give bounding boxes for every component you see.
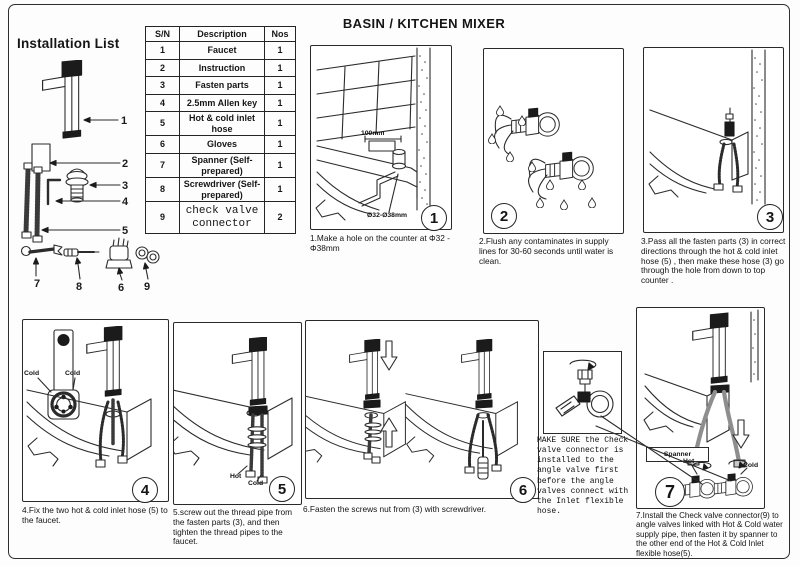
page-title: BASIN / KITCHEN MIXER — [342, 16, 506, 31]
sn-cell: 9 — [146, 202, 180, 234]
nos-cell: 1 — [265, 42, 296, 60]
step-panel-1 — [310, 45, 452, 230]
nos-cell: 1 — [265, 112, 296, 136]
desc-cell: check valve connector — [180, 202, 265, 234]
table-row — [146, 154, 296, 178]
sn-cell: 2 — [146, 60, 180, 77]
sn-cell: 1 — [146, 42, 180, 60]
step-number-badge-5: 5 — [269, 476, 295, 502]
desc-cell: Gloves — [180, 136, 265, 154]
hot-label: Hot — [230, 473, 242, 480]
step-4-illustration — [23, 320, 168, 501]
desc-cell: Instruction — [180, 60, 265, 77]
cold-label: Cold — [743, 462, 759, 469]
sn-cell: 3 — [146, 77, 180, 95]
callout-9: 9 — [143, 281, 151, 292]
sn-cell: 7 — [146, 154, 180, 178]
table-row — [146, 178, 296, 202]
step-number-badge-6: 6 — [510, 477, 536, 503]
table-row — [146, 60, 296, 77]
parts-table — [145, 26, 296, 234]
hot-label: Hot — [683, 458, 695, 465]
check-valve-illustration — [544, 352, 619, 430]
sn-cell: 5 — [146, 112, 180, 136]
step-number-badge-1: 1 — [421, 205, 447, 231]
check-valve-inset — [543, 351, 622, 434]
nos-cell: 1 — [265, 95, 296, 112]
callout-8: 8 — [75, 281, 83, 292]
table-row — [146, 112, 296, 136]
col-header-nos: Nos — [265, 27, 296, 42]
table-row — [146, 95, 296, 112]
col-header-sn: S/N — [146, 27, 180, 42]
cold-label-left: Cold — [24, 370, 40, 377]
make-sure-note: MAKE SURE the Check valve connector is installed to the angle valve first before the angle valves connect with the Inlet flexible hose. — [537, 436, 629, 517]
step-panel-6 — [305, 320, 539, 499]
sn-cell: 6 — [146, 136, 180, 154]
callout-3: 3 — [121, 180, 129, 192]
step-number-badge-2: 2 — [491, 203, 517, 229]
step-caption-6: 6.Fasten the screws nut from (3) with screwdriver. — [303, 504, 487, 514]
step-panel-7 — [636, 307, 765, 509]
step-number-badge-3: 3 — [757, 204, 783, 230]
callout-1: 1 — [120, 115, 128, 127]
nos-cell: 1 — [265, 77, 296, 95]
step-number-badge-7: 7 — [655, 477, 685, 507]
hole-size-label: Ø32-Ø38mm — [367, 212, 408, 219]
col-header-desc: Description — [180, 27, 265, 42]
step-6-illustration — [306, 321, 538, 498]
table-header-row — [146, 27, 296, 42]
install-list-title: Installation List — [17, 36, 120, 51]
step-1-illustration — [311, 46, 451, 229]
table-row — [146, 42, 296, 60]
spanner-label-box — [646, 447, 709, 462]
step-panel-5 — [173, 322, 302, 505]
sn-cell: 8 — [146, 178, 180, 202]
callout-2: 2 — [121, 158, 129, 170]
nos-cell: 1 — [265, 60, 296, 77]
desc-cell: Faucet — [180, 42, 265, 60]
cold-label-right: Cold — [65, 370, 81, 377]
desc-cell: Fasten parts — [180, 77, 265, 95]
step-caption-5: 5.screw out the thread pipe from the fasten parts (3), and then tighten the thread pipes to the faucet. — [173, 507, 292, 547]
nos-cell: 2 — [265, 202, 296, 234]
desc-cell: Hot & cold inlet hose — [180, 112, 265, 136]
distance-label: 100mm — [361, 130, 385, 137]
spanner-label: Spanner — [663, 451, 692, 458]
step-caption-3: 3.Pass all the fasten parts (3) in correct directions through the hot & cold inlet hose (5) , then make these hose (3) go through the hole from down to top counter . — [641, 236, 786, 286]
step-panel-4 — [22, 319, 169, 502]
callout-6: 6 — [117, 282, 125, 292]
nos-cell: 1 — [265, 154, 296, 178]
table-row — [146, 77, 296, 95]
nos-cell: 1 — [265, 178, 296, 202]
table-row — [146, 202, 296, 234]
nos-cell: 1 — [265, 136, 296, 154]
step-panel-2 — [483, 48, 624, 234]
sn-cell: 4 — [146, 95, 180, 112]
step-caption-2: 2.Flush any contaminates in supply lines for 30-60 seconds until water is clean. — [479, 236, 614, 266]
step-panel-3 — [643, 47, 784, 233]
table-row — [146, 136, 296, 154]
callout-7: 7 — [33, 278, 41, 290]
step-caption-1: 1.Make a hole on the counter at Φ32 - Φ38mm — [310, 233, 450, 253]
desc-cell: Spanner (Self-prepared) — [180, 154, 265, 178]
step-caption-4: 4.Fix the two hot & cold inlet hose (5) to the faucet. — [22, 505, 168, 525]
step-7-illustration — [637, 308, 764, 508]
callout-5: 5 — [121, 225, 129, 237]
step-number-badge-4: 4 — [132, 477, 158, 503]
desc-cell: 2.5mm Allen key — [180, 95, 265, 112]
cold-label: Cold — [248, 480, 264, 487]
step-caption-7: 7.Install the Check valve connector(9) to angle valves linked with Hot & Cold water supply pipe, then fasten it by spanner to the other end of the Hot & Cold Inlet flexible hose(5). — [636, 511, 783, 558]
callout-4: 4 — [121, 196, 129, 208]
desc-cell: Screwdriver (Self-prepared) — [180, 178, 265, 202]
step-3-illustration — [644, 48, 783, 232]
